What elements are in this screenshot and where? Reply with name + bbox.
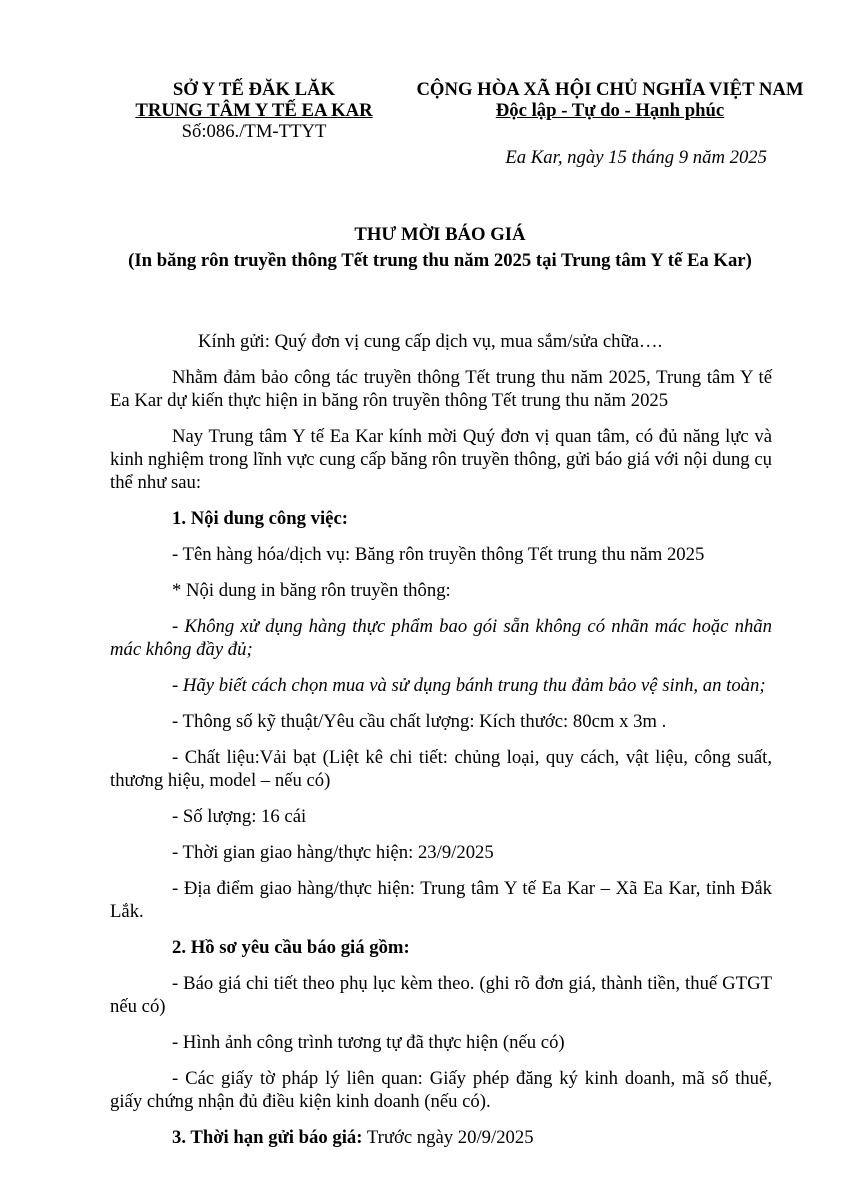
document-title	[110, 222, 770, 274]
item-content-heading: * Nội dung in băng rôn truyền thông:	[172, 580, 451, 601]
delivery-place-line: - Địa điểm giao hàng/thực hiện: Trung tâm Y tế Ea Kar – Xã Ea Kar, tỉnh Đắk Lắk.	[110, 878, 772, 922]
national-motto: Độc lập - Tự do - Hạnh phúc	[495, 100, 725, 121]
spec-line: - Thông số kỹ thuật/Yêu cầu chất lượng: Kích thước: 80cm x 3m .	[172, 711, 667, 732]
recipient-line: Kính gửi: Quý đơn vị cung cấp dịch vụ, mua sắm/sửa chữa….	[198, 331, 663, 352]
section-3-label: 3. Thời hạn gửi báo giá:	[172, 1127, 363, 1148]
document-body	[110, 330, 772, 1149]
section-3-line	[110, 1126, 772, 1149]
department-name: SỞ Y TẾ ĐĂK LĂK	[172, 79, 336, 100]
requirement-1: - Báo giá chi tiết theo phụ lục kèm theo. (ghi rõ đơn giá, thành tiền, thuế GTGT nếu có)	[110, 973, 772, 1017]
national-header	[400, 79, 820, 121]
requirement-3: - Các giấy tờ pháp lý liên quan: Giấy phép đăng ký kinh doanh, mã số thuế, giấy chứng nhận đủ điều kiện kinh doanh (nếu có).	[110, 1068, 772, 1112]
slogan-1: - Không xử dụng hàng thực phẩm bao gói sẵn không có nhãn mác hoặc nhãn mác không đầy đủ;	[110, 616, 772, 660]
document-date: Ea Kar, ngày 15 tháng 9 năm 2025	[505, 147, 767, 168]
paragraph-purpose: Nhằm đảm bảo công tác truyền thông Tết trung thu năm 2025, Trung tâm Y tế Ea Kar dự kiến thực hiện in băng rôn truyền thông Tết trung thu năm 2025	[110, 367, 772, 411]
slogan-2: - Hãy biết cách chọn mua và sử dụng bánh trung thu đảm bảo vệ sinh, an toàn;	[172, 675, 766, 696]
material-line: - Chất liệu:Vải bạt (Liệt kê chi tiết: chủng loại, quy cách, vật liệu, công suất, thương hiệu, model – nếu có)	[110, 747, 772, 791]
delivery-time-line: - Thời gian giao hàng/thực hiện: 23/9/2025	[172, 842, 494, 863]
issuer-block	[120, 79, 388, 142]
section-1-heading: 1. Nội dung công việc:	[172, 508, 348, 529]
paragraph-invitation: Nay Trung tâm Y tế Ea Kar kính mời Quý đơn vị quan tâm, có đủ năng lực và kinh nghiệm trong lĩnh vực cung cấp băng rôn truyền thông, gửi báo giá với nội dung cụ thể như sau:	[110, 426, 772, 493]
item-name: - Tên hàng hóa/dịch vụ: Băng rôn truyền thông Tết trung thu năm 2025	[172, 544, 705, 565]
section-2-heading: 2. Hồ sơ yêu cầu báo giá gồm:	[172, 937, 410, 958]
requirement-2: - Hình ảnh công trình tương tự đã thực hiện (nếu có)	[172, 1032, 565, 1053]
center-name: TRUNG TÂM Y TẾ EA KAR	[135, 100, 373, 121]
quantity-line: - Số lượng: 16 cái	[172, 806, 307, 827]
document-number: Số:086./TM-TTYT	[181, 121, 327, 142]
nation-name: CỘNG HÒA XÃ HỘI CHỦ NGHĨA VIỆT NAM	[416, 79, 804, 100]
title-main: THƯ MỜI BÁO GIÁ	[354, 224, 526, 245]
section-3-value: Trước ngày 20/9/2025	[362, 1127, 534, 1148]
title-subtitle: (In băng rôn truyền thông Tết trung thu năm 2025 tại Trung tâm Y tế Ea Kar)	[128, 250, 752, 271]
